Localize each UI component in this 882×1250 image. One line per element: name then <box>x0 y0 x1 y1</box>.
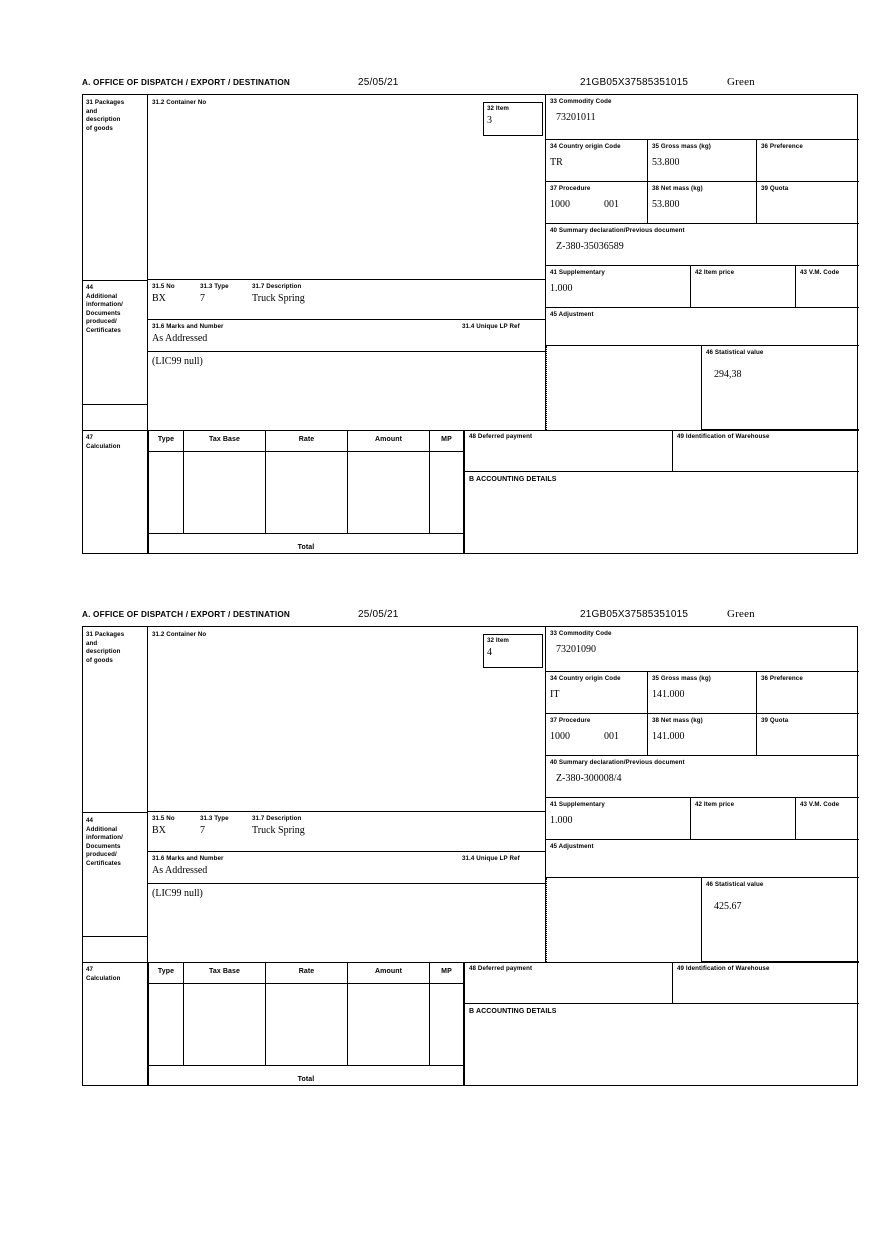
calc-total-label: Total <box>297 544 315 551</box>
field-41-label-2: 41 Supplementary <box>550 801 605 808</box>
field-47-number: 47 <box>86 434 94 441</box>
field-38-value: 53.800 <box>652 198 680 210</box>
field-33-label-2: 33 Commodity Code <box>550 630 612 637</box>
field-45-adjustment-2 <box>546 840 859 878</box>
office-of-dispatch-label-2: A. OFFICE OF DISPATCH / EXPORT / DESTINATION <box>82 610 291 619</box>
field-43-vm-code-2 <box>796 798 859 840</box>
calc-col-type-header <box>148 430 184 452</box>
field-44-label-line2: information/ <box>86 301 123 309</box>
field-31-6-marks-2 <box>148 852 546 884</box>
field-31-6-label-2: 31.6 Marks and Number <box>152 855 224 862</box>
form-header-2 <box>82 610 860 626</box>
calc-col-type-label-2: Type <box>157 968 175 975</box>
calc-col-taxbase-label-2: Tax Base <box>208 968 241 975</box>
field-37-value-2-2: 001 <box>604 730 619 742</box>
field-31-label-line3-2: description <box>86 648 121 656</box>
field-40-value: Z-380-35036589 <box>556 240 624 252</box>
field-33-label: 33 Commodity Code <box>550 98 612 105</box>
field-49-identification-warehouse <box>673 430 859 472</box>
field-31-label-line2: and <box>86 107 98 115</box>
field-39-quota <box>757 182 859 224</box>
field-31-7-value: Truck Spring <box>252 293 305 304</box>
calc-col-mp-label: MP <box>441 436 452 443</box>
field-34-value: TR <box>550 156 563 168</box>
field-44-label-col-2 <box>83 812 148 962</box>
field-44-label-line1: Additional <box>86 292 118 300</box>
field-31-label-line3: description <box>86 116 121 124</box>
calc-total-label-2: Total <box>297 1076 315 1083</box>
field-31-7-label: 31.7 Description <box>252 283 302 290</box>
office-of-dispatch-label: A. OFFICE OF DISPATCH / EXPORT / DESTINATION <box>82 78 291 87</box>
field-48-label: 48 Deferred payment <box>469 433 533 440</box>
field-38-label-2: 38 Net mass (kg) <box>652 717 703 724</box>
calc-cell-amount <box>348 452 430 534</box>
field-44-number-2: 44 <box>86 817 94 824</box>
field-44-label-line5-2: Certificates <box>86 859 121 867</box>
field-33-commodity-code <box>546 95 859 140</box>
calc-cell-type-2 <box>148 984 184 1066</box>
field-38-label: 38 Net mass (kg) <box>652 185 703 192</box>
field-47-label-col <box>83 430 148 554</box>
declaration-date: 25/05/21 <box>358 77 399 88</box>
field-45-label-2: 45 Adjustment <box>550 843 594 850</box>
field-39-label: 39 Quota <box>761 185 789 192</box>
field-31-3-label-2: 31.3 Type <box>200 815 229 822</box>
lane-value-2: Green <box>727 608 755 620</box>
field-31-package-details-2 <box>148 812 546 852</box>
calc-cell-mp-2 <box>430 984 464 1066</box>
field-31-package-details <box>148 280 546 320</box>
field-37-value-2: 001 <box>604 198 619 210</box>
field-44-label-col <box>83 280 148 430</box>
field-44-divider <box>83 280 148 281</box>
field-42-label: 42 Item price <box>695 269 735 276</box>
calc-cell-taxbase <box>184 452 266 534</box>
field-46-label-2: 46 Statistical value <box>706 881 764 888</box>
field-38-net-mass <box>648 182 757 224</box>
field-49-label-2: 49 Identification of Warehouse <box>677 965 770 972</box>
calc-col-mp-label-2: MP <box>441 968 452 975</box>
field-44-number: 44 <box>86 284 94 291</box>
field-48-label-2: 48 Deferred payment <box>469 965 533 972</box>
calc-cell-rate-2 <box>266 984 348 1066</box>
field-46-value-2: 425.67 <box>714 900 742 912</box>
field-47-label-2: Calculation <box>86 974 121 982</box>
field-32-label: 32 Item <box>487 105 510 112</box>
calc-col-rate-label-2: Rate <box>298 968 315 975</box>
field-41-value-2: 1.000 <box>550 814 573 826</box>
mrn-value: 21GB05X37585351015 <box>580 77 689 88</box>
calc-col-rate-header <box>266 430 348 452</box>
field-36-preference-2 <box>757 672 859 714</box>
form-box <box>82 94 858 554</box>
calc-col-amount-header <box>348 430 430 452</box>
field-37-value-1: 1000 <box>550 198 570 210</box>
field-31-6-value: As Addressed <box>152 333 208 344</box>
field-46-statistical-value <box>701 346 859 430</box>
field-42-label-2: 42 Item price <box>695 801 735 808</box>
field-41-label: 41 Supplementary <box>550 269 605 276</box>
field-31-5-label-2: 31.5 No <box>152 815 175 822</box>
field-41-value: 1.000 <box>550 282 573 294</box>
field-b-accounting-details <box>464 472 859 554</box>
field-48-deferred-payment-2 <box>464 962 673 1004</box>
field-35-value-2: 141.000 <box>652 688 685 700</box>
calc-col-type-header-2 <box>148 962 184 984</box>
field-b-label: B ACCOUNTING DETAILS <box>469 476 557 483</box>
field-34-label: 34 Country origin Code <box>550 143 621 150</box>
field-38-value-2: 141.000 <box>652 730 685 742</box>
field-31-3-label: 31.3 Type <box>200 283 229 290</box>
lane-value: Green <box>727 76 755 88</box>
field-40-label: 40 Summary declaration/Previous document <box>550 227 685 234</box>
field-46-statistical-value-2 <box>701 878 859 962</box>
field-31-5-label: 31.5 No <box>152 283 175 290</box>
calc-col-type-label: Type <box>157 436 175 443</box>
field-40-summary-declaration <box>546 224 859 266</box>
field-31-5-value-2: BX <box>152 825 166 836</box>
field-32-label-2: 32 Item <box>487 637 510 644</box>
field-39-quota-2 <box>757 714 859 756</box>
field-31-3-value-2: 7 <box>200 825 205 836</box>
field-31-3-value: 7 <box>200 293 205 304</box>
field-44-content <box>148 352 546 430</box>
calc-col-amount-header-2 <box>348 962 430 984</box>
field-44-label-line2-2: information/ <box>86 834 123 842</box>
field-b-label-2: B ACCOUNTING DETAILS <box>469 1008 557 1015</box>
field-43-vm-code <box>796 266 859 308</box>
field-40-value-2: Z-380-300008/4 <box>556 772 622 784</box>
field-45-adjustment <box>546 308 859 346</box>
field-37-value-1-2: 1000 <box>550 730 570 742</box>
field-45-label: 45 Adjustment <box>550 311 594 318</box>
field-31-5-value: BX <box>152 293 166 304</box>
field-42-item-price-2 <box>691 798 796 840</box>
field-31-label-line4: of goods <box>86 124 113 132</box>
calc-cell-type <box>148 452 184 534</box>
field-44-label-line5: Certificates <box>86 326 121 334</box>
field-46-value: 294,38 <box>714 368 742 380</box>
field-32-value-2: 4 <box>487 646 492 658</box>
field-49-label: 49 Identification of Warehouse <box>677 433 770 440</box>
form-box-2 <box>82 626 858 1086</box>
field-31-label-line4-2: of goods <box>86 656 113 664</box>
calc-cell-mp <box>430 452 464 534</box>
field-37-label: 37 Procedure <box>550 185 591 192</box>
field-33-value-2: 73201090 <box>556 643 596 655</box>
declaration-form-1 <box>82 78 860 554</box>
calc-col-mp-header-2 <box>430 962 464 984</box>
field-32-item-2 <box>483 634 543 668</box>
field-33-commodity-code-2 <box>546 627 859 672</box>
field-44-label-line3-2: Documents <box>86 842 121 850</box>
field-44-value-2: (LIC99 null) <box>152 888 203 899</box>
field-31-6-value-2: As Addressed <box>152 865 208 876</box>
field-47-label-col-2 <box>83 962 148 1086</box>
field-42-item-price <box>691 266 796 308</box>
field-41-supplementary-2 <box>546 798 691 840</box>
calc-total-row <box>148 534 464 554</box>
field-37-procedure-2 <box>546 714 648 756</box>
field-31-label-line1: 31 Packages <box>86 99 125 106</box>
calc-total-row-2 <box>148 1066 464 1086</box>
field-44-content-2 <box>148 884 546 962</box>
field-36-preference <box>757 140 859 182</box>
calculation-table <box>148 430 464 554</box>
field-46-dotted-divider-2 <box>546 878 547 962</box>
field-48-deferred-payment <box>464 430 673 472</box>
declaration-date-2: 25/05/21 <box>358 609 399 620</box>
calc-col-taxbase-label: Tax Base <box>208 436 241 443</box>
field-31-label-line1-2: 31 Packages <box>86 631 125 638</box>
field-43-label-2: 43 V.M. Code <box>800 801 840 808</box>
calc-col-mp-header <box>430 430 464 452</box>
field-37-label-2: 37 Procedure <box>550 717 591 724</box>
field-31-4-label-2: 31.4 Unique LP Ref <box>462 855 520 862</box>
field-31-6-marks <box>148 320 546 352</box>
field-33-value: 73201011 <box>556 111 596 123</box>
field-36-label-2: 36 Preference <box>761 675 803 682</box>
form-header <box>82 78 860 94</box>
field-36-label: 36 Preference <box>761 143 803 150</box>
field-44-label-line1-2: Additional <box>86 825 118 833</box>
field-41-supplementary <box>546 266 691 308</box>
field-49-identification-warehouse-2 <box>673 962 859 1004</box>
field-31-4-label: 31.4 Unique LP Ref <box>462 323 520 330</box>
field-31-7-label-2: 31.7 Description <box>252 815 302 822</box>
field-44-label-line3: Documents <box>86 309 121 317</box>
field-44-value: (LIC99 null) <box>152 356 203 367</box>
field-34-label-2: 34 Country origin Code <box>550 675 621 682</box>
field-32-item <box>483 102 543 136</box>
field-40-summary-declaration-2 <box>546 756 859 798</box>
field-34-country-origin-2 <box>546 672 648 714</box>
field-39-label-2: 39 Quota <box>761 717 789 724</box>
field-35-gross-mass-2 <box>648 672 757 714</box>
field-44-label-line4-2: produced/ <box>86 851 117 859</box>
field-35-value: 53.800 <box>652 156 680 168</box>
mrn-value-2: 21GB05X37585351015 <box>580 609 689 620</box>
calc-cell-taxbase-2 <box>184 984 266 1066</box>
field-31-2-label-2: 31.2 Container No <box>152 631 207 638</box>
calc-col-taxbase-header <box>184 430 266 452</box>
field-46-dotted-divider <box>546 346 547 430</box>
field-31-label-line2-2: and <box>86 639 98 647</box>
field-35-label-2: 35 Gross mass (kg) <box>652 675 711 682</box>
field-b-accounting-details-2 <box>464 1004 859 1086</box>
calc-col-amount-label: Amount <box>374 436 403 443</box>
field-38-net-mass-2 <box>648 714 757 756</box>
field-31-6-label: 31.6 Marks and Number <box>152 323 224 330</box>
calculation-table-2 <box>148 962 464 1086</box>
field-47-label: Calculation <box>86 442 121 450</box>
field-31-7-value-2: Truck Spring <box>252 825 305 836</box>
field-34-value-2: IT <box>550 688 560 700</box>
calc-col-amount-label-2: Amount <box>374 968 403 975</box>
calc-cell-rate <box>266 452 348 534</box>
calc-col-taxbase-header-2 <box>184 962 266 984</box>
field-46-label: 46 Statistical value <box>706 349 764 356</box>
calc-cell-amount-2 <box>348 984 430 1066</box>
field-47-number-2: 47 <box>86 966 94 973</box>
field-44-label-line4: produced/ <box>86 318 117 326</box>
declaration-form-2 <box>82 610 860 1086</box>
field-40-label-2: 40 Summary declaration/Previous document <box>550 759 685 766</box>
field-43-label: 43 V.M. Code <box>800 269 840 276</box>
field-34-country-origin <box>546 140 648 182</box>
field-35-gross-mass <box>648 140 757 182</box>
field-32-value: 3 <box>487 114 492 126</box>
field-31-2-label: 31.2 Container No <box>152 99 207 106</box>
field-37-procedure <box>546 182 648 224</box>
calc-col-rate-header-2 <box>266 962 348 984</box>
calc-col-rate-label: Rate <box>298 436 315 443</box>
field-35-label: 35 Gross mass (kg) <box>652 143 711 150</box>
